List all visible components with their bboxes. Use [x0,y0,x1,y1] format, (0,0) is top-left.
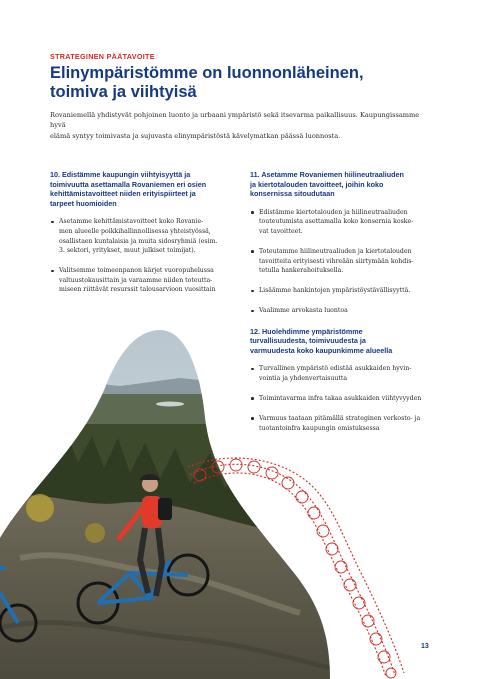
heading-line: turvallisuudesta, toimivuudesta ja [250,336,366,346]
goal-10-section [50,170,230,306]
bullet-line: miseen riittävät resurssit talousarvioon vuosittain [59,286,216,294]
heading-line: 12. Huolehdimme ympäristömme [250,326,363,336]
goal-10-bullets [50,217,230,295]
heading-line: varmuudesta koko kaupunkimme alueella [250,345,393,355]
heading-line: toimivuutta asettamalla Rovaniemen eri osien [50,179,207,189]
bullet-line: Vaalimme arvokasta luontoa [259,307,348,315]
bullet-line: valtuustokausittain ja varaamme niiden toteutta- [59,276,213,284]
list-item [250,306,430,316]
bullet-line: touteutumista asettamalla koko konsernia koske- [259,218,414,226]
goal-11-bullets [250,208,430,316]
bullet-line: Edistämme kiertotalouden ja hiilineutraaliuden [259,208,408,216]
bullet-line: 3. sektori, yritykset, muut julkiset toimijat). [59,247,196,255]
list-item [50,266,230,295]
bullet-line: osallistaen kuntalaisia ja muita sidosryhmiä (esim. [59,237,218,245]
list-item [250,247,430,276]
heading-line: tarpeet huomioiden [50,198,117,208]
goal-11-heading [250,170,430,199]
bullet-line: vat tavoitteet. [259,227,303,235]
intro-paragraph [50,110,435,141]
title-line: Elinympäristömme on luonnonläheinen, [50,64,364,82]
list-item [50,217,230,255]
bullet-line: Toteutamme hiilineutraaliuden ja kiertotalouden [259,248,412,256]
bullet-line: Toimintavarma infra takaa asukkaiden viihtyvyyden [259,395,422,402]
decorative-swirl-graphic [180,455,410,679]
heading-line: kehittämistavoitteet niiden erityispiirteet ja [50,189,196,199]
bullet-line: vointia ja yhdenvertaisuutta [259,374,348,382]
bullet-line: Turvallinen ympäristö edistää asukkaiden hyvin- [259,365,412,373]
bullet-line: Lisäämme hankintojen ympäristöystävällisyyttä. [259,287,411,295]
bullet-line: Asetamme kehittämistavoitteet koko Rovanie- [59,218,204,226]
list-item [250,286,430,296]
bullet-line: tuotantoinfra kaupungin omistuksessa [259,424,380,432]
bullet-line: Valitsemme toimeenpanon kärjet vuoropuhelussa [59,267,214,275]
heading-line: 10. Edistämme kaupungin viihtyisyyttä ja [50,170,191,179]
intro-line: Rovaniemellä yhdistyvät pohjoinen luonto ja urbaani ympäristö sekä itsevarma paikallisuus. Kaupungissamme hyvä [50,111,420,130]
page-number: 13 [421,643,429,650]
intro-line: elämä syntyy toimivasta ja sujuvasta elinympäristöstä kävelymatkan päässä luonnosta. [50,131,341,140]
heading-line: 11. Asetamme Rovaniemen hiilineutraaliuden [250,170,404,179]
bullet-line: Varmuus taataan pitämällä strateginen verkosto- ja [259,415,421,423]
page-title [50,64,410,102]
list-item [250,208,430,237]
heading-line: ja kiertotalouden tavoitteet, joihin koko [250,179,384,189]
heading-line: konsernissa sitoudutaan [250,189,335,199]
bullet-line: tavoitteita erityisesti vihreään siirtymään kohdis- [259,257,414,265]
goal-10-heading [50,170,230,208]
eyebrow-label: STRATEGINEN PÄÄTAVOITE [50,52,155,61]
bullet-line: tetulla hankerahoituksella. [259,267,344,275]
bullet-line: men alueelle poikkihallinnollisessa yhteistyössä, [59,227,211,235]
title-line: toimiva ja viihtyisä [50,83,197,101]
